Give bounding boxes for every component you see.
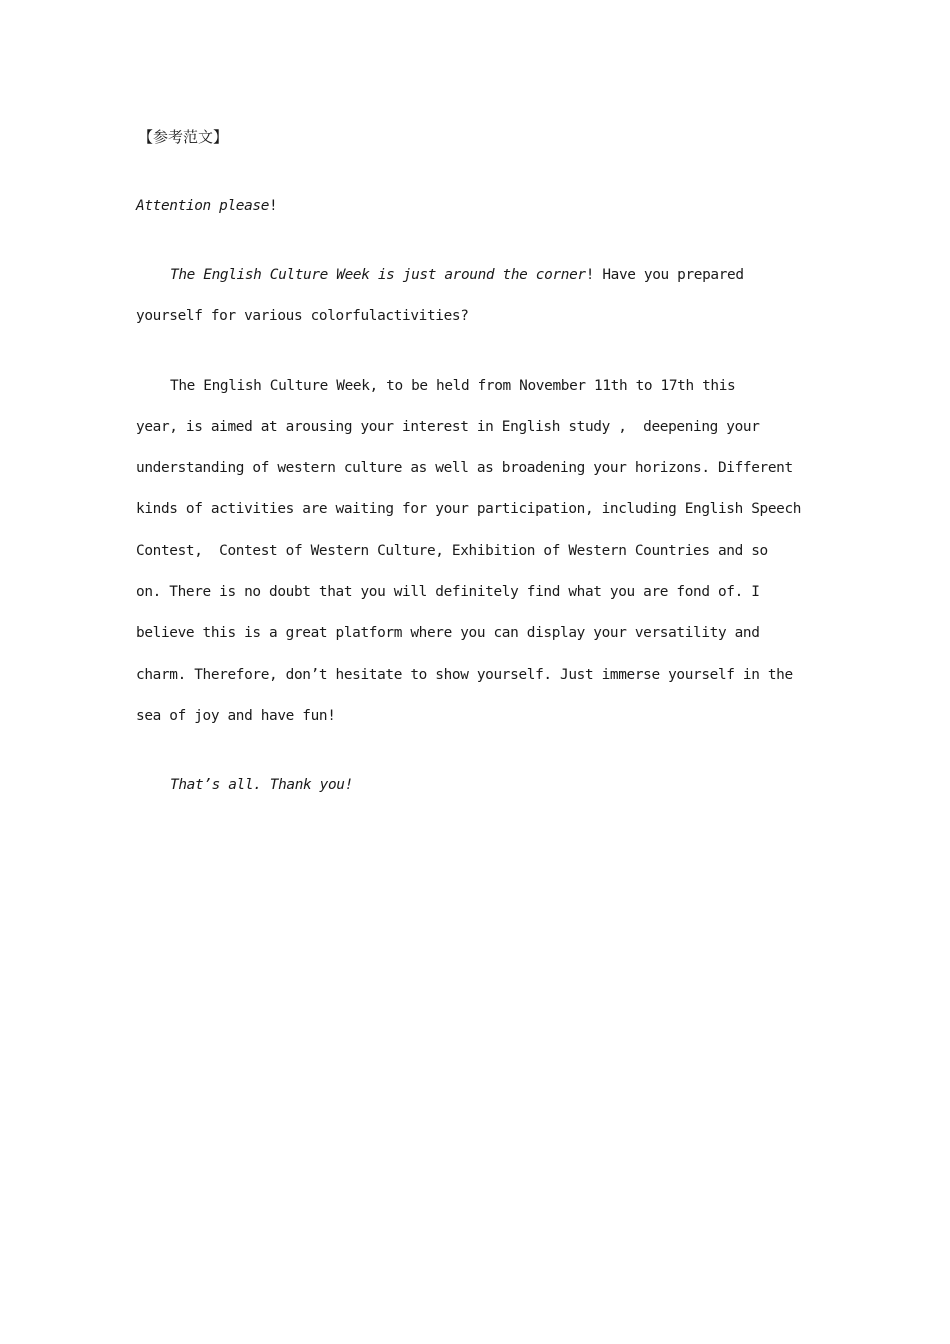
- paragraph1-line-2: yourself for various colorfulactivities?: [136, 308, 469, 324]
- section-heading: 【参考范文】: [138, 128, 229, 146]
- paragraph2-line-5: Contest, Contest of Western Culture, Exhibition of Western Countries and so: [136, 543, 768, 559]
- salutation-line: [136, 196, 277, 216]
- paragraph2-line-9: sea of joy and have fun!: [136, 708, 336, 724]
- closing-line: That’s all. Thank you!: [170, 777, 353, 793]
- paragraph1-italic: The English Culture Week is just around the corner: [170, 267, 586, 283]
- paragraph2-line-7: believe this is a great platform where you can display your versatility and: [136, 625, 760, 641]
- salutation-punct: !: [269, 198, 278, 214]
- paragraph2-line-3: understanding of western culture as well as broadening your horizons. Different: [136, 460, 793, 476]
- paragraph1-line-1: [170, 265, 744, 285]
- paragraph2-line-2: year, is aimed at arousing your interest in English study , deepening your: [136, 419, 760, 435]
- salutation-text: Attention please: [136, 198, 270, 214]
- paragraph1-tail: ! Have you prepared: [585, 267, 744, 283]
- paragraph2-line-1: The English Culture Week, to be held from November 11th to 17th this: [170, 378, 736, 394]
- paragraph2-line-8: charm. Therefore, don’t hesitate to show yourself. Just immerse yourself in the: [136, 667, 793, 683]
- paragraph2-line-4: kinds of activities are waiting for your participation, including English Speech: [136, 501, 802, 517]
- paragraph2-line-6: on. There is no doubt that you will definitely find what you are fond of. I: [136, 584, 760, 600]
